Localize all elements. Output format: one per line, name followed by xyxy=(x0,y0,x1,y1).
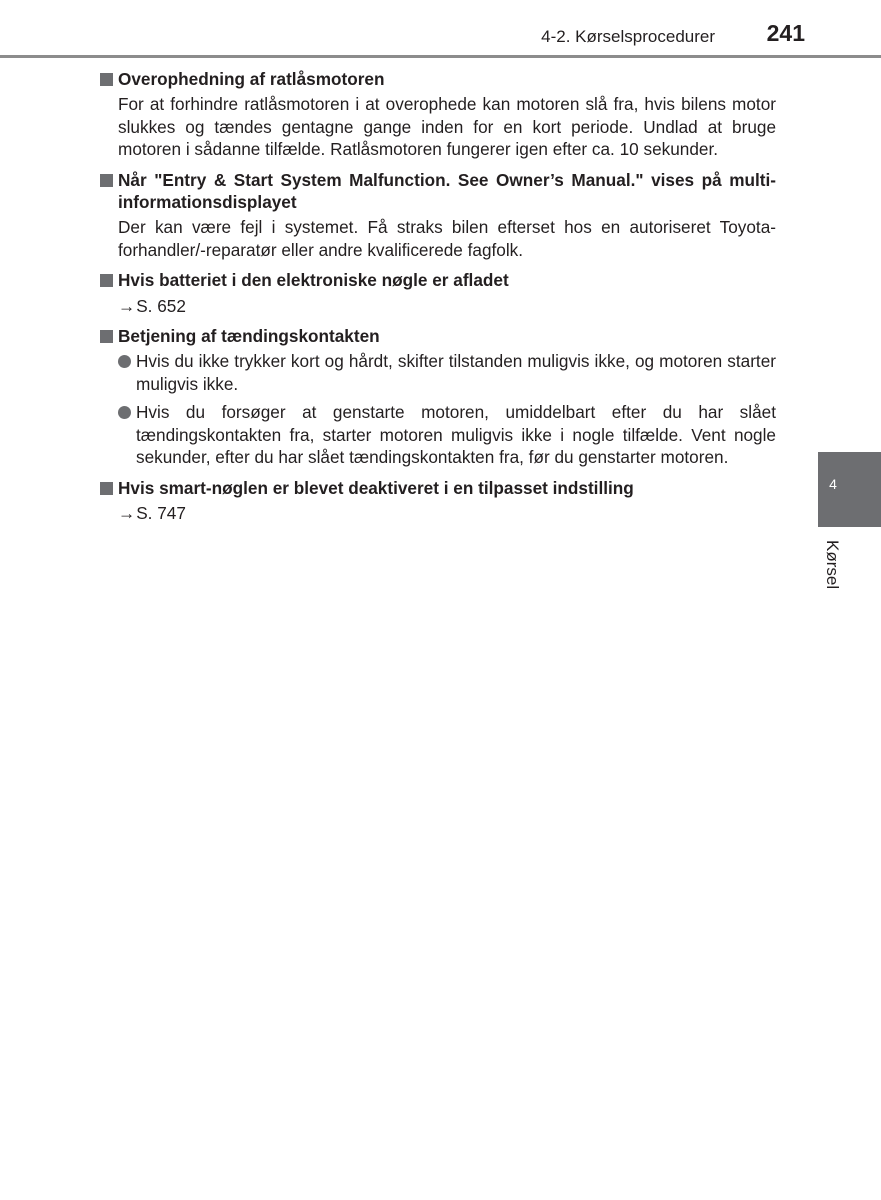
section-system-malfunction xyxy=(100,169,776,262)
list-item xyxy=(100,350,776,395)
square-bullet-icon xyxy=(100,73,113,86)
section-heading-text: Hvis smart-nøglen er blevet deaktiveret i en tilpasset indstilling xyxy=(118,477,634,498)
square-bullet-icon xyxy=(100,330,113,343)
section-steering-lock-overheat xyxy=(100,68,776,161)
page-reference xyxy=(100,502,776,524)
section-smart-key-deactivated xyxy=(100,477,776,525)
page-number: 241 xyxy=(766,20,805,46)
list-item-text: Hvis du forsøger at genstarte motoren, umiddelbart efter du har slået tændingskontakten fra, starter motoren muligvis ikke i nogle tilfælde. Vent nogle sekunder, efter du har slået tændingskontakten fra, før du genstarter motoren. xyxy=(136,402,776,468)
header-divider xyxy=(0,55,881,58)
list-item xyxy=(100,401,776,468)
section-heading-text: Betjening af tændingskontakten xyxy=(118,326,380,347)
section-heading xyxy=(100,477,776,499)
section-ignition-switch-operation xyxy=(100,325,776,468)
page-header xyxy=(0,0,881,58)
page-reference-link[interactable]: S. 652 xyxy=(136,295,186,316)
list-item-text: Hvis du ikke trykker kort og hårdt, skifter tilstanden muligvis ikke, og motoren starter muligvis ikke. xyxy=(136,351,776,394)
arrow-right-icon: → xyxy=(118,295,136,316)
section-heading-text: Når "Entry & Start System Malfunction. See Owner’s Manual." vises på multi-informationsdisplayet xyxy=(118,169,776,213)
chapter-number: 4 xyxy=(829,476,837,492)
square-bullet-icon xyxy=(100,482,113,495)
section-heading xyxy=(100,169,776,214)
page-content xyxy=(100,68,776,532)
circle-bullet-icon xyxy=(118,355,131,368)
section-body: Der kan være fejl i systemet. Få straks bilen efterset hos en autoriseret Toyota-forhandler/-reparatør eller andre kvalificerede fagfolk. xyxy=(118,217,776,260)
section-heading xyxy=(100,269,776,291)
section-title: 4-2. Kørselsprocedurer xyxy=(541,27,715,46)
arrow-right-icon: → xyxy=(118,502,136,523)
square-bullet-icon xyxy=(100,274,113,287)
section-body: For at forhindre ratlåsmotoren i at overophede kan motoren slå fra, hvis bilens motor slukkes og tændes gentagne gange inden for en kort periode. Undlad at bruge motoren i sådanne tilfælde. Ratlåsmotoren fungerer igen efter ca. 10 sekunder. xyxy=(118,94,776,160)
square-bullet-icon xyxy=(100,174,113,187)
chapter-tab[interactable] xyxy=(818,452,881,527)
section-heading-text: Hvis batteriet i den elektroniske nøgle er afladet xyxy=(118,270,509,291)
section-key-battery-depleted xyxy=(100,269,776,317)
page-reference xyxy=(100,295,776,317)
circle-bullet-icon xyxy=(118,406,131,419)
page-reference-link[interactable]: S. 747 xyxy=(136,502,186,523)
chapter-label: Kørsel xyxy=(823,540,842,590)
section-heading-text: Overophedning af ratlåsmotoren xyxy=(118,69,385,89)
section-heading xyxy=(100,68,776,90)
section-heading xyxy=(100,325,776,347)
